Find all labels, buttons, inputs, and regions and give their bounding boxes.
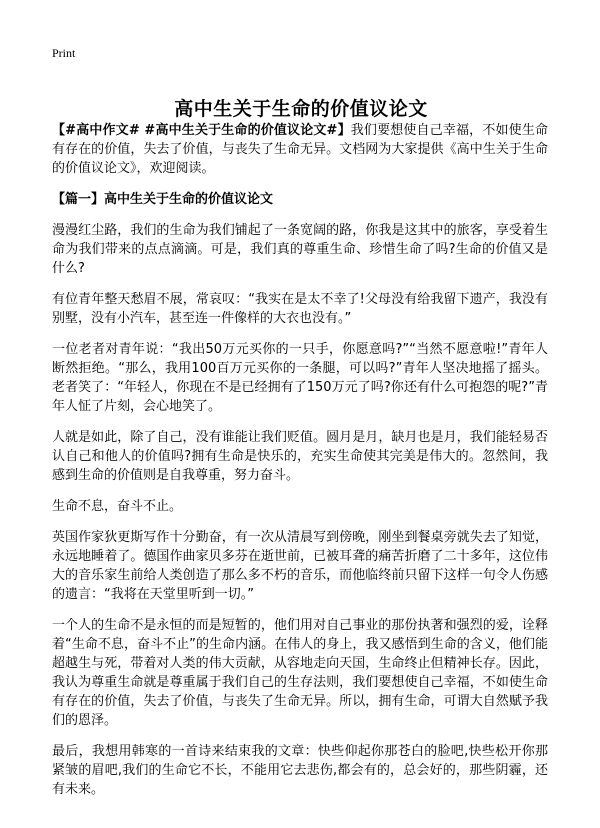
paragraph-4: 人就是如此，除了自己，没有谁能让我们贬值。圆月是月，缺月也是月，我们能轻易否认自己和他人的价值吗?拥有生命是快乐的，充实生命使其完美是伟大的。忽然间，我感到生命的价值则是自我尊重，努力奋斗。 [52,430,548,483]
print-link[interactable]: Print [52,46,76,60]
intro-tag: 【#高中作文# #高中生关于生命的价值议论文#】 [52,123,351,138]
page-title: 高中生关于生命的价值议论文 [174,97,428,120]
article-body [52,121,548,811]
paragraph-2: 有位青年整天愁眉不展，常哀叹：“我实在是太不幸了!父母没有给我留下遗产，我没有别墅，没有小汽车，甚至连一件像样的大衣也没有。” [52,292,548,326]
paragraph-7: 一个人的生命不是永恒的而是短暂的，他们用对自己事业的那份执著和强烈的爱，诠释着“生命不息，奋斗不止”的生命内涵。在伟人的身上，我又感悟到生命的含义，他们能超越生与死，带着对人类的伟大贡献，从容地走向天国，生命终止但精神长存。因此，我认为尊重生命就是尊重属于我们自己的生存法则，我们要想使自己幸福，不如使生命有存在的价值，失去了价值，与丧失了生命无异。所以，拥有生命，可谓大自然赋予我们的恩泽。 [52,618,548,728]
paragraph-6: 英国作家狄更斯写作十分勤奋，有一次从清晨写到傍晚，刚坐到餐桌旁就失去了知觉，永远地睡着了。德国作曲家贝多芬在逝世前，已被耳聋的痛苦折磨了二十多年，这位伟大的音乐家生前给人类创造了那么多不朽的音乐，而他临终前只留下这样一句令人伤感的遗言：“我将在天堂里听到一切。” [52,530,548,602]
paragraph-3: 一位老者对青年说：“我出50万元买你的一只手，你愿意吗?”“当然不愿意啦!”青年人断然拒绝。“那么，我用100百万元买你的一条腿，可以吗?”青年人坚决地摇了摇头。老者笑了：“年轻人，你现在不是已经拥有了150万元了吗?你还有什么可抱怨的呢?”青年人怔了片刻，会心地笑了。 [52,342,548,414]
paragraph-1: 漫漫红尘路，我们的生命为我们铺起了一条宽阔的路，你我是这其中的旅客，享受着生命为我们带来的点点滴滴。可是，我们真的尊重生命、珍惜生命了吗?生命的价值又是什么? [52,223,548,276]
intro-paragraph [52,121,548,178]
paragraph-5: 生命不息，奋斗不止。 [52,499,183,514]
paragraph-8: 最后，我想用韩寒的一首诗来结束我的文章：快些仰起你那苍白的脸吧,快些松开你那紧皱的眉吧,我们的生命它不长，不能用它去悲伤,都会有的，总会好的，那些阴霾，还有未来。 [52,744,548,797]
intro-text: 我们要想使自己幸福，不如使生命有存在的价值，失去了价值，与丧失了生命无异。文档网为大家提供《高中生关于生命的价值议论文》，欢迎阅读。 [52,123,548,176]
section-heading: 【篇一】高中生关于生命的价值议论文 [52,192,274,207]
